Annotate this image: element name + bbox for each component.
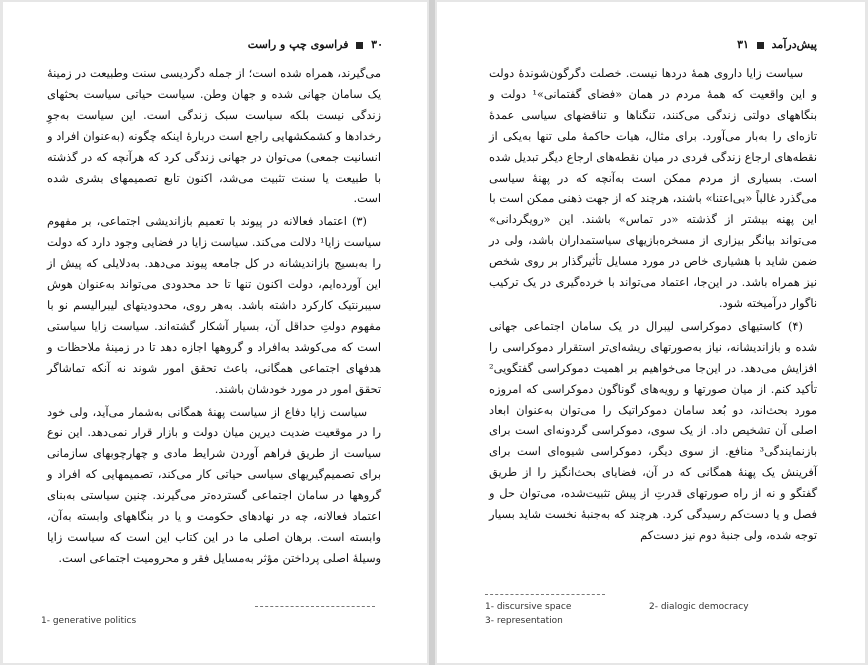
left-page-number: ۳۰ bbox=[371, 38, 383, 51]
left-paragraph-2: (۳) اعتماد فعالانه در پیوند با تعمیم بازاندیشی اجتماعی، بر مفهوم سیاست زایا¹ دلالت می‌کند. سیاست زایا در فضایی وجود دارد که دولت را به‌بسیج بازاندیشانه در کل جامعه پیوند می‌دهد. به‌دلایلی که پیش از این آورده‌ایم، دولت اکنون تنها تا حد محدودی می‌تواند به‌عنوان هوش سیبرنتیک کارکرد داشته باشد. به‌هر روی، محدودیتهای لیبرالیسم نو با مفهوم دولتِ حداقل آن، بسیار آشکار گشته‌اند. سیاست زایا سیاستی است که می‌کوشد به‌افراد و گروهها اجازه دهد تا در زمینهٔ ملاحظات و هدفهای اجتماعی همگانی، باعث تحقق امور شوند نه آنکه تماشاگر تحقق امور در مورد خودشان باشند. bbox=[47, 214, 381, 396]
header-square-icon bbox=[757, 42, 764, 49]
right-page-number: ۳۱ bbox=[737, 38, 749, 51]
left-footnote-1: 1- generative politics bbox=[41, 616, 137, 626]
right-paragraph-2: (۴) کاستیهای دموکراسی لیبرال در یک سامان اجتماعی جهانی شده و بازاندیشانه، نیاز به‌صورتهای ریشه‌ای‌تر استقرار دموکراسی را افزایش می‌دهد. در این‌جا می‌خواهیم بر اهمیت دموکراسی گفتگویی² تأکید کنم. از میان صورتها و رویه‌های گوناگون دموکراسی که امروزه مورد بحث‌اند، دو بُعد سامان دموکراتیک را می‌توان به‌عنوان ابعاد اصلی آن تشخیص داد. از یک سوی، دموکراسی گردونه‌ای است برای بازنمایندگی³ منافع. از سوی دیگر، دموکراسی شیوه‌ای است برای آفرینش یک پهنهٔ همگانی که در آن، فضایای بحث‌انگیز را از طریق گفتگو و نه از راه صورتهای قدرتِ از پیش تثبیت‌شده، می‌توان حل و فصل و یا دست‌کم رسیدگی کرد. هرچند که به‌جنبهٔ نخست شاید بسیار توجه شده، ولی جنبهٔ دوم نیز دست‌کم bbox=[489, 318, 817, 542]
right-footnote-rule bbox=[485, 594, 605, 595]
right-footnote-3: 3- representation bbox=[485, 616, 563, 626]
right-running-title: پیش‌درآمد bbox=[771, 38, 817, 51]
left-page-header bbox=[248, 38, 383, 51]
left-page-body bbox=[47, 63, 381, 571]
header-square-icon bbox=[356, 42, 363, 49]
right-paragraph-1: سیاست زایا داروی همهٔ دردها نیست. خصلت دگرگون‌شوندهٔ دولت و این واقعیت که همهٔ مردم در همان «فضای گفتمانی»¹ دولت و بنگاههای دولتی زندگی می‌کنند، تنگناها و تناقضهای سیاسی عمدهٔ تازه‌ای را به‌بار می‌آورد. برای مثال، هیات حاکمهٔ ملی تنها به‌یکی از نقطه‌های ارجاع زندگی فردی در میان نقطه‌های ارجاع دیگر تبدیل شده است. بسیاری از مردم ممکن است به‌آنچه که در پهنهٔ سیاسی می‌گذرد غالباً «بی‌اعتنا» باشند، هرچند که از جهت ذهنی ممکن است با این پهنه بیشتر از گذشته «در تماس» باشند. این «رویگردانی» می‌تواند بیانگر بیزاری از مسخره‌بازیهای سیاستمداران باشد، ولی در ضمن شاید با هشیاری خاص در مورد مسایل تأثیرگذار بر روی شخص نیز همراه باشد. در این‌جا، اعتماد می‌تواند با خرده‌گیری در یک ترکیب ناگوار درآمیخته شود. bbox=[488, 66, 817, 310]
right-page-header bbox=[737, 38, 817, 51]
right-footnote-2: 2- dialogic democracy bbox=[649, 602, 749, 612]
right-footnote-1: 1- discursive space bbox=[485, 602, 572, 612]
left-paragraph-3: سیاست زایا دفاع از سیاست پهنهٔ همگانی به‌شمار می‌آید، ولی خود را در موقعیت ضدیت دیرین میان دولت و بازار قرار نمی‌دهد. این نوع سیاست از طریق فراهم آوردن شرایط مادی و چهارچوبهای سازمانی برای تصمیم‌گیریهای سیاسی حیاتی کار می‌کند، تصمیمهایی که افراد و گروهها در سامان اجتماعی گسترده‌تر می‌گیرند. چنین سیاستی به‌بنای اعتماد فعالانه، چه در نهادهای حکومت و یا در بنگاههای وابسته به‌آن، وابسته است. برهان اصلی ما در این کتاب این است که سیاست زایا وسیلهٔ اصلی پرداختن مؤثر به‌مسایل فقر و محرومیت اجتماعی است. bbox=[47, 404, 381, 565]
left-running-title: فراسوی چپ و راست bbox=[247, 38, 349, 51]
left-paragraph-1: می‌گیرند، همراه شده است؛ از جمله دگردیسی سنت وطبیعت در زمینهٔ یک سامان جهانی شده و جهان وطن. سیاست حیاتی سیاست بحثهای زندگی نیست بلکه سیاست سبک زندگی است. این سیاست به‌جوِ رخدادها و کشمکشهایی راجع است دربارهٔ اینکه چگونه (به‌عنوان افراد و انسانیت جمعی) می‌توان در جهانی زندگی کرد که هرآنچه که در گذشته با طبیعت یا سنت تثبیت می‌شد، اکنون تابع تصمیمهای بشری شده است. bbox=[47, 66, 381, 206]
left-footnote-rule bbox=[255, 606, 375, 607]
left-page bbox=[3, 2, 427, 663]
book-spine bbox=[429, 0, 435, 665]
right-page-body bbox=[489, 63, 817, 548]
right-page bbox=[437, 2, 865, 663]
